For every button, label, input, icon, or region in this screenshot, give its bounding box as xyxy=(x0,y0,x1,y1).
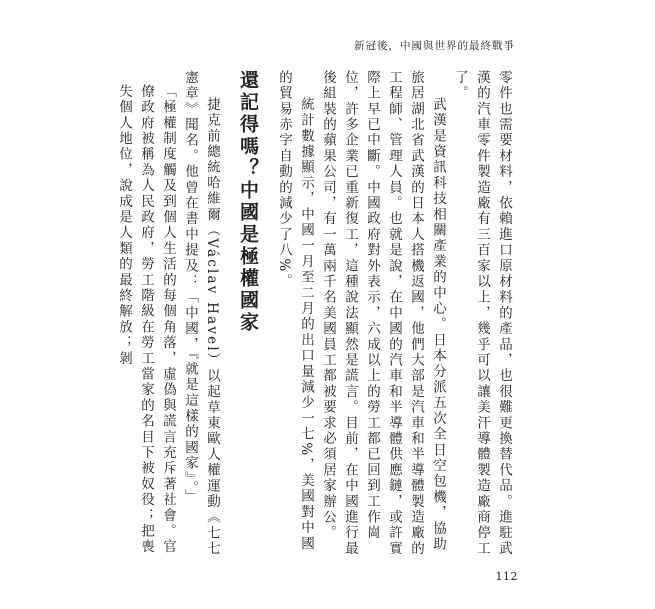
paragraph-3: 統計數據顯示，中國一月至二月的出口量減少一七%，美國對中國的貿易赤字自動的減少了八%。 xyxy=(276,70,314,552)
paragraph-1: 零件也需要材料，依賴進口原材料的產品，也很難更換替代品。進駐武漢的汽車零件製造廠有三百家以上，幾乎可以讓美汗導體製造廠商停工了。 xyxy=(452,70,512,557)
section-heading: 還記得嗎？中國是極權國家 xyxy=(237,70,259,334)
paragraph-4: 捷克前總統哈維爾（Václav Havel）以起草東歐人權運動《七七憲章》聞名。他曾在書中提及：「中國，『就是這樣的國家』。」 xyxy=(182,70,220,557)
vertical-body-text xyxy=(116,70,515,565)
page-number: 112 xyxy=(495,570,518,583)
running-head: 新冠後，中國與世界的最終戰爭 xyxy=(354,40,515,52)
paragraph-2: 武漢是資訊科技相關產業的中心。日本分派五次全日空包機，協助旅居湖北省武漢的日本人搭機返國，他們大部是汽車和半導體製造廠的工程師、管理人員。也就是說，在中國的汽車和半導體供應鏈，或許實際上早已中斷。中國政府對外表示，六成以上的勞工都已回到工作崗位，許多企業已重新復工，這種說法顯然是謊言。目前，在中國進行最後組裝的蘋果公司，有一萬兩千名美國員工都被要求必須居家辦公。 xyxy=(320,70,446,557)
block-quote: 「極權制度觸及到個人生活的每個角落，虛偽與謊言充斥著社會。官僚政府被稱為人民政府，勞工階級在勞工當家的名目下被奴役；把喪失個人地位，說成是人類的最終解放；剝 xyxy=(116,83,176,555)
